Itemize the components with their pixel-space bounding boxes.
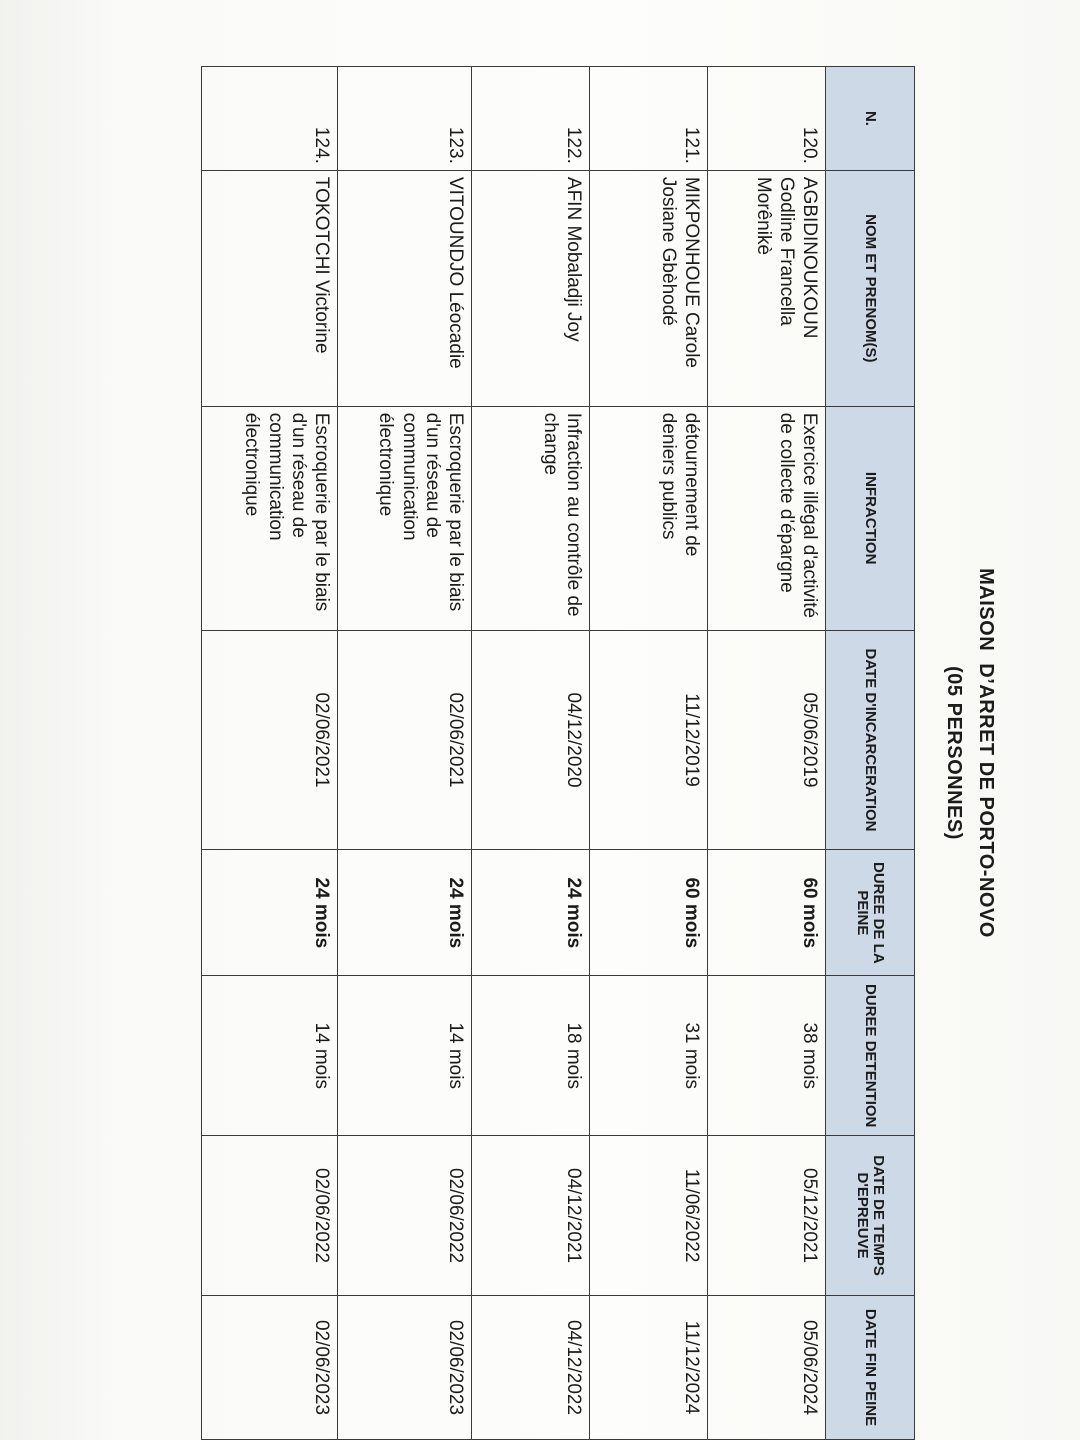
sentence-length: 24 mois <box>472 850 590 976</box>
table-row <box>590 67 708 1440</box>
infraction: détournement de deniers publics <box>590 406 708 630</box>
header-probation-date: DATE DE TEMPS D'EPREUVE <box>826 1136 915 1296</box>
detainee-table <box>201 66 915 1440</box>
detainee-name: MIKPONHOUE Carole Josiane Gbèhodé <box>590 170 708 406</box>
header-name: NOM ET PRENOM(S) <box>826 170 915 406</box>
header-detention-length: DUREE DETENTION <box>826 976 915 1136</box>
row-number: 122. <box>472 67 590 171</box>
incarceration-date: 05/06/2019 <box>708 630 826 850</box>
document-title: MAISON D’ARRET DE PORTO-NOVO <box>975 568 997 938</box>
header-end-date: DATE FIN PEINE <box>826 1296 915 1440</box>
probation-date: 04/12/2021 <box>472 1136 590 1296</box>
sentence-length: 60 mois <box>708 850 826 976</box>
table-header-row <box>826 67 915 1440</box>
sentence-length: 24 mois <box>202 850 338 976</box>
detainee-name: AFIN Mobaladji Joy <box>472 170 590 406</box>
table-row <box>338 67 472 1440</box>
detention-length: 38 mois <box>708 976 826 1136</box>
end-date: 11/12/2024 <box>590 1296 708 1440</box>
table-row <box>202 67 338 1440</box>
detention-length: 18 mois <box>472 976 590 1136</box>
row-number: 123. <box>338 67 472 171</box>
header-sentence-length: DUREE DE LA PEINE <box>826 850 915 976</box>
infraction: Escroquerie par le biais d'un réseau de communication électronique <box>202 406 338 630</box>
table-row <box>472 67 590 1440</box>
detention-length: 14 mois <box>202 976 338 1136</box>
probation-date: 11/06/2022 <box>590 1136 708 1296</box>
row-number: 124. <box>202 67 338 171</box>
table-row <box>708 67 826 1440</box>
sentence-length: 24 mois <box>338 850 472 976</box>
detention-length: 31 mois <box>590 976 708 1136</box>
incarceration-date: 02/06/2021 <box>338 630 472 850</box>
infraction: Escroquerie par le biais d'un réseau de communication électronique <box>338 406 472 630</box>
probation-date: 02/06/2022 <box>338 1136 472 1296</box>
detainee-name: AGBIDINOUKOUN Godline Francella Morênikè <box>708 170 826 406</box>
probation-date: 02/06/2022 <box>202 1136 338 1296</box>
header-num: N. <box>826 67 915 171</box>
end-date: 05/06/2024 <box>708 1296 826 1440</box>
infraction: Infraction au contrôle de change <box>472 406 590 630</box>
detainee-name: VITOUNDJO Léocadie <box>338 170 472 406</box>
row-number: 121. <box>590 67 708 171</box>
end-date: 02/06/2023 <box>338 1296 472 1440</box>
sentence-length: 60 mois <box>590 850 708 976</box>
header-infraction: INFRACTION <box>826 406 915 630</box>
incarceration-date: 02/06/2021 <box>202 630 338 850</box>
incarceration-date: 11/12/2019 <box>590 630 708 850</box>
row-number: 120. <box>708 67 826 171</box>
rotated-document <box>243 66 1005 1440</box>
detention-length: 14 mois <box>338 976 472 1136</box>
incarceration-date: 04/12/2020 <box>472 630 590 850</box>
end-date: 04/12/2022 <box>472 1296 590 1440</box>
infraction: Exercice illégal d'activité de collecte d'épargne <box>708 406 826 630</box>
document-subtitle: (05 PERSONNES) <box>943 666 965 840</box>
probation-date: 05/12/2021 <box>708 1136 826 1296</box>
header-incarceration-date: DATE D'INCARCERATION <box>826 630 915 850</box>
detainee-name: TOKOTCHI Victorine <box>202 170 338 406</box>
document-header <box>915 66 1005 1440</box>
end-date: 02/06/2023 <box>202 1296 338 1440</box>
